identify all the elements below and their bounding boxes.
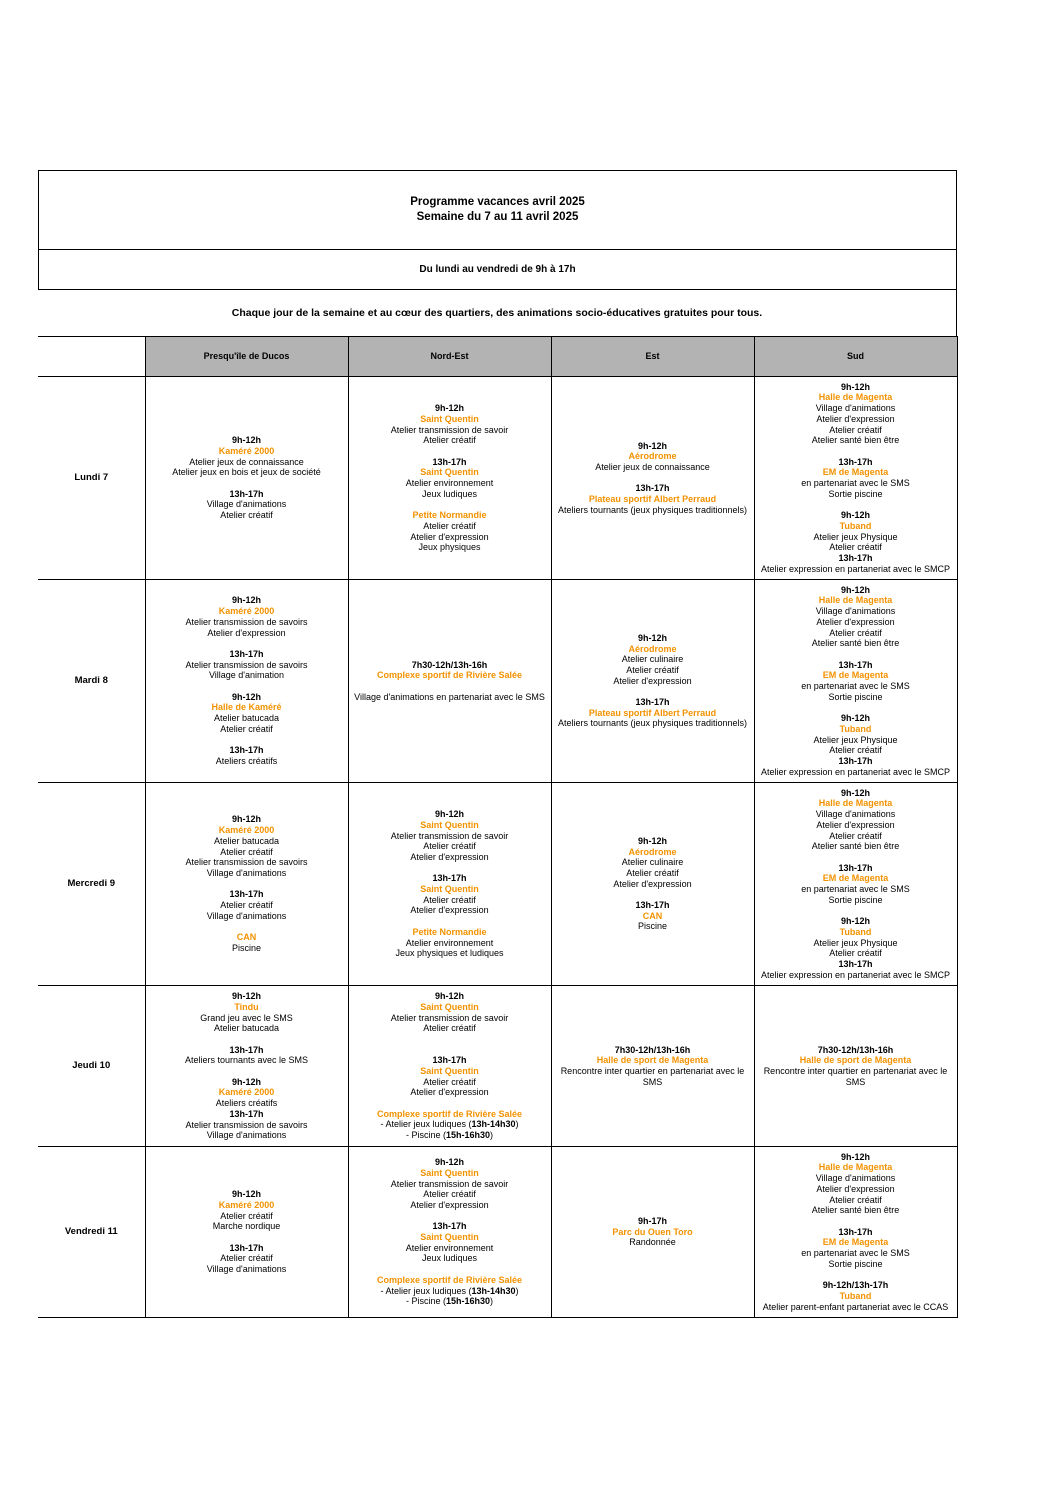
time-slot: 13h-17h xyxy=(635,483,670,494)
spacer xyxy=(758,1269,954,1280)
column-header: Presqu'île de Ducos xyxy=(145,337,348,377)
activity-text: Atelier environnement xyxy=(405,478,494,488)
column-header: Sud xyxy=(754,337,957,377)
spacer xyxy=(352,863,548,874)
location-name: Saint Quentin xyxy=(420,467,479,478)
time-slot: 13h-17h xyxy=(838,755,873,766)
activity-cell xyxy=(754,986,957,1147)
tagline-banner: Chaque jour de la semaine et au cœur des quartiers, des animations socio-éducatives gratuites pour tous. xyxy=(38,289,957,336)
activity-text: Atelier environnement xyxy=(405,937,494,948)
spacer xyxy=(149,921,345,932)
time-slot: 9h-12h xyxy=(434,809,464,820)
activity-cell xyxy=(348,377,551,580)
location-name: EM de Magenta xyxy=(822,670,889,681)
time-slot: 9h-12h xyxy=(840,713,870,724)
activity-text: Village d'animations xyxy=(206,867,287,878)
location-name: Plateau sportif Albert Perraud xyxy=(588,494,717,505)
activity-text: Atelier transmission de savoir xyxy=(390,830,509,841)
time-slot: 13h-17h xyxy=(432,1055,467,1066)
column-header: Nord-Est xyxy=(348,337,551,377)
location-name: Complexe sportif de Rivière Salée xyxy=(376,1274,523,1285)
activity-text: Atelier santé bien être xyxy=(811,435,900,446)
time-slot: 9h-12h xyxy=(434,403,464,414)
spacer xyxy=(149,1066,345,1077)
activity-text: Atelier créatif xyxy=(423,520,476,531)
activity-text: Atelier d'expression xyxy=(816,616,895,627)
spacer xyxy=(758,905,954,916)
location-name: Complexe sportif de Rivière Salée xyxy=(376,670,523,681)
time-slot: 7h30-12h/13h-16h xyxy=(411,659,488,670)
schedule-row xyxy=(38,783,957,986)
spacer xyxy=(149,638,345,649)
location-name: Halle de Magenta xyxy=(818,798,893,809)
location-name: Petite Normandie xyxy=(412,510,487,521)
schedule-row xyxy=(38,986,957,1147)
activity-text: Village d'animations xyxy=(206,1264,287,1275)
activity-text: - Atelier jeux ludiques (13h-14h30) xyxy=(380,1119,519,1130)
location-name: Halle de sport de Magenta xyxy=(799,1055,912,1066)
location-name: Saint Quentin xyxy=(420,413,479,424)
activity-text: Village d'animations xyxy=(815,403,896,414)
spacer xyxy=(555,889,751,900)
activity-cell xyxy=(348,986,551,1147)
activity-cell xyxy=(754,783,957,986)
time-slot: 13h-17h xyxy=(229,889,264,900)
spacer xyxy=(352,1211,548,1222)
day-label: Mardi 8 xyxy=(38,580,145,783)
activity-cell xyxy=(145,783,348,986)
time-slot: 13h-17h xyxy=(432,456,467,467)
time-slot: 13h-17h xyxy=(635,900,670,911)
location-name: Tuband xyxy=(839,926,872,937)
spacer xyxy=(352,499,548,510)
location-name: Halle de Magenta xyxy=(818,1162,893,1173)
time-slot: 13h-17h xyxy=(229,1242,264,1253)
location-name: Saint Quentin xyxy=(420,1167,479,1178)
activity-text: Marche nordique xyxy=(212,1221,281,1232)
activity-cell xyxy=(348,580,551,783)
location-name: Kaméré 2000 xyxy=(218,825,275,836)
time-slot: 9h-12h xyxy=(840,787,870,798)
activity-text: Atelier batucada xyxy=(213,713,280,724)
location-name: Kaméré 2000 xyxy=(218,1087,275,1098)
activity-text: Ateliers tournants avec le SMS xyxy=(184,1055,309,1066)
spacer xyxy=(149,478,345,489)
activity-text: Atelier transmission de savoir xyxy=(390,424,509,435)
location-name: Tuband xyxy=(839,723,872,734)
activity-text: Jeux ludiques xyxy=(421,488,478,499)
activity-cell xyxy=(145,580,348,783)
activity-text: Atelier créatif xyxy=(423,1189,476,1200)
spacer xyxy=(352,446,548,457)
activity-text: Atelier culinaire xyxy=(621,857,684,868)
location-name: EM de Magenta xyxy=(822,1237,889,1248)
activity-text: Atelier d'expression xyxy=(613,878,692,889)
location-name: Saint Quentin xyxy=(420,819,479,830)
spacer xyxy=(149,879,345,890)
time-slot: 9h-17h xyxy=(637,1215,667,1226)
time-slot: 9h-12h xyxy=(231,435,261,446)
activity-text: Atelier créatif xyxy=(220,1253,273,1264)
hours-banner: Du lundi au vendredi de 9h à 17h xyxy=(38,249,957,289)
spacer xyxy=(352,681,548,692)
time-slot: 13h-17h xyxy=(229,488,264,499)
activity-text: Atelier jeux Physique xyxy=(813,531,898,542)
time-slot: 13h-17h xyxy=(838,456,873,467)
spacer xyxy=(352,1045,548,1056)
spacer xyxy=(352,1098,548,1109)
time-slot: 9h-12h xyxy=(840,381,870,392)
schedule-table xyxy=(38,336,958,1318)
location-name: Halle de Magenta xyxy=(818,392,893,403)
activity-cell xyxy=(754,580,957,783)
activity-text: Atelier créatif xyxy=(829,627,882,638)
time-slot: 9h-12h xyxy=(840,584,870,595)
time-range: 15h-16h30 xyxy=(445,1296,491,1307)
activity-text: Atelier créatif xyxy=(220,900,273,911)
activity-text: en partenariat avec le SMS xyxy=(801,478,910,488)
activity-text: Atelier transmission de savoir xyxy=(390,1178,509,1189)
activity-text: Atelier expression en partaneriat avec le SMCP xyxy=(760,969,951,980)
activity-text: Atelier transmission de savoirs xyxy=(185,1119,308,1130)
time-slot: 9h-12h xyxy=(840,510,870,521)
schedule-body xyxy=(38,377,957,1318)
activity-text: Atelier transmission de savoir xyxy=(390,1012,509,1023)
activity-text: Atelier transmission de savoirs xyxy=(185,857,308,868)
activity-text: Atelier créatif xyxy=(829,830,882,841)
activity-text: en partenariat avec le SMS xyxy=(801,681,910,691)
schedule-row xyxy=(38,1147,957,1318)
activity-cell xyxy=(551,986,754,1147)
time-slot: 13h-17h xyxy=(432,1221,467,1232)
activity-text: Village d'animations xyxy=(206,1130,287,1141)
spacer xyxy=(758,702,954,713)
activity-text: Sortie piscine xyxy=(828,691,883,702)
activity-cell xyxy=(551,783,754,986)
location-name: Tindu xyxy=(234,1001,259,1012)
day-label: Vendredi 11 xyxy=(38,1147,145,1318)
spacer xyxy=(758,852,954,863)
activity-text: Atelier d'expression xyxy=(613,675,692,686)
activity-text: Atelier créatif xyxy=(220,1210,273,1221)
time-range: 13h-14h30 xyxy=(471,1285,516,1296)
location-name: Saint Quentin xyxy=(420,1065,479,1076)
activity-text: Atelier créatif xyxy=(829,1194,882,1205)
activity-cell xyxy=(551,1147,754,1318)
time-slot: 9h-12h xyxy=(840,916,870,927)
day-label: Lundi 7 xyxy=(38,377,145,580)
activity-text: Atelier jeux Physique xyxy=(813,734,898,745)
activity-cell xyxy=(145,986,348,1147)
time-slot: 9h-12h/13h-17h xyxy=(822,1280,889,1291)
time-slot: 9h-12h xyxy=(231,1189,261,1200)
activity-text: Atelier d'expression xyxy=(410,531,489,542)
spacer xyxy=(149,735,345,746)
activity-text: Ateliers créatifs xyxy=(215,755,278,766)
time-range: 15h-16h30 xyxy=(445,1130,491,1141)
activity-text: en partenariat avec le SMS xyxy=(801,1248,910,1259)
time-slot: 13h-17h xyxy=(838,659,873,670)
location-name: Tuband xyxy=(839,1290,872,1301)
activity-text: Rencontre inter quartier en partenariat avec le SMS xyxy=(763,1066,948,1087)
activity-cell xyxy=(145,1147,348,1318)
spacer xyxy=(149,1034,345,1045)
activity-text: Atelier créatif xyxy=(423,435,476,446)
activity-text: Atelier créatif xyxy=(829,424,882,435)
activity-text: Atelier environnement xyxy=(405,1242,494,1253)
time-slot: 13h-17h xyxy=(229,1108,264,1119)
activity-text: Ateliers tournants (jeux physiques traditionnels) xyxy=(557,504,748,515)
time-slot: 13h-17h xyxy=(838,1226,873,1237)
activity-text: Atelier santé bien être xyxy=(811,638,900,649)
location-name: Aérodrome xyxy=(628,846,677,857)
activity-text: Atelier créatif xyxy=(829,542,882,553)
location-name: Aérodrome xyxy=(628,643,677,654)
day-label: Mercredi 9 xyxy=(38,783,145,986)
time-slot: 9h-12h xyxy=(434,1157,464,1168)
time-range: 13h-14h30 xyxy=(471,1119,516,1130)
activity-cell xyxy=(754,377,957,580)
time-slot: 9h-12h xyxy=(637,440,667,451)
title-line-2: Semaine du 7 au 11 avril 2025 xyxy=(416,211,579,223)
activity-text: Atelier créatif xyxy=(220,846,273,857)
activity-text: Piscine xyxy=(231,942,261,953)
location-name: Saint Quentin xyxy=(420,1232,479,1242)
activity-text: Rencontre inter quartier en partenariat avec le SMS xyxy=(560,1066,745,1087)
location-name: Complexe sportif de Rivière Salée xyxy=(376,1108,523,1119)
activity-text: Atelier créatif xyxy=(423,1076,476,1087)
activity-text: Atelier créatif xyxy=(829,948,882,959)
activity-text: Atelier créatif xyxy=(220,510,273,521)
activity-cell xyxy=(551,377,754,580)
spacer xyxy=(555,473,751,484)
activity-text: Village d'animations xyxy=(206,910,287,921)
time-slot: 13h-17h xyxy=(229,745,264,756)
activity-text: Sortie piscine xyxy=(828,488,883,499)
location-name: Kaméré 2000 xyxy=(218,1199,275,1210)
activity-text: Atelier d'expression xyxy=(816,1183,895,1194)
activity-text: Jeux physiques et ludiques xyxy=(395,948,504,959)
time-slot: 13h-17h xyxy=(838,552,873,563)
activity-text: Atelier jeux Physique xyxy=(813,937,898,948)
activity-text: Village d'animations xyxy=(815,809,896,820)
activity-text: Ateliers tournants (jeux physiques traditionnels) xyxy=(557,718,748,729)
location-name: Aérodrome xyxy=(628,451,677,462)
activity-text: Atelier expression en partaneriat avec le SMCP xyxy=(760,766,951,777)
time-slot: 9h-12h xyxy=(231,814,261,825)
activity-text: Atelier batucada xyxy=(213,1023,280,1034)
location-name: Kaméré 2000 xyxy=(218,606,275,617)
location-name: Saint Quentin xyxy=(420,1001,479,1012)
activity-cell xyxy=(348,1147,551,1318)
time-slot: 9h-12h xyxy=(231,691,261,702)
activity-text: Piscine xyxy=(637,921,667,932)
location-name: Plateau sportif Albert Perraud xyxy=(588,707,717,718)
activity-text: Atelier d'expression xyxy=(410,905,489,916)
activity-cell xyxy=(754,1147,957,1318)
time-slot: 9h-12h xyxy=(637,835,667,846)
activity-text: Jeux physiques xyxy=(418,542,481,553)
activity-text: Atelier jeux en bois et jeux de société xyxy=(172,467,321,478)
spacer xyxy=(352,1034,548,1045)
activity-text: Atelier créatif xyxy=(423,894,476,905)
spacer xyxy=(758,649,954,660)
activity-text: Atelier créatif xyxy=(423,841,476,852)
activity-text: Village d'animations xyxy=(815,1173,896,1184)
location-name: Halle de sport de Magenta xyxy=(596,1055,709,1066)
location-name: Petite Normandie xyxy=(412,926,487,937)
spacer xyxy=(555,686,751,697)
spacer xyxy=(758,499,954,510)
schedule-row xyxy=(38,580,957,783)
activity-text: - Atelier jeux ludiques (13h-14h30) xyxy=(380,1285,519,1296)
activity-text: Atelier culinaire xyxy=(621,654,684,665)
time-slot: 9h-12h xyxy=(231,991,261,1002)
time-slot: 13h-17h xyxy=(229,1044,264,1055)
activity-text: Atelier expression en partaneriat avec le SMCP xyxy=(760,563,951,574)
schedule-row xyxy=(38,377,957,580)
activity-text: Village d'animations xyxy=(206,499,287,510)
activity-text: Atelier transmission de savoirs xyxy=(185,659,308,670)
spacer xyxy=(352,916,548,927)
time-slot: 9h-12h xyxy=(637,632,667,643)
activity-text: - Piscine (15h-16h30) xyxy=(405,1130,494,1141)
column-header-row xyxy=(38,337,957,377)
activity-text: Ateliers créatifs xyxy=(215,1098,278,1109)
location-name: Saint Quentin xyxy=(420,884,479,894)
time-slot: 9h-12h xyxy=(434,991,464,1002)
schedule-document xyxy=(38,170,957,1318)
spacer xyxy=(149,681,345,692)
time-slot: 13h-17h xyxy=(838,862,873,873)
spacer xyxy=(758,1216,954,1227)
corner-cell xyxy=(38,337,145,377)
activity-cell xyxy=(348,783,551,986)
activity-text: Atelier santé bien être xyxy=(811,841,900,852)
location-name: Parc du Ouen Toro xyxy=(612,1226,693,1237)
title-block xyxy=(38,170,957,249)
day-label: Jeudi 10 xyxy=(38,986,145,1147)
location-name: CAN xyxy=(642,910,663,921)
activity-text: Village d'animations en partenariat avec le SMS xyxy=(354,691,545,702)
time-slot: 13h-17h xyxy=(635,697,670,708)
activity-text: Village d'animation xyxy=(208,670,285,681)
time-slot: 9h-12h xyxy=(231,1076,261,1087)
spacer xyxy=(758,446,954,457)
activity-text: Sortie piscine xyxy=(828,894,883,905)
activity-text: Atelier jeux de connaissance xyxy=(595,461,710,472)
activity-text: en partenariat avec le SMS xyxy=(801,884,910,894)
location-name: Halle de Magenta xyxy=(818,595,893,606)
activity-text: Sortie piscine xyxy=(828,1258,883,1269)
activity-text: Jeux ludiques xyxy=(421,1253,478,1264)
time-slot: 7h30-12h/13h-16h xyxy=(614,1044,691,1055)
activity-text: Atelier d'expression xyxy=(410,1199,489,1210)
activity-text: Randonnée xyxy=(629,1237,676,1248)
location-name: Tuband xyxy=(839,520,872,531)
activity-text: Atelier d'expression xyxy=(816,413,895,424)
activity-text: - Piscine (15h-16h30) xyxy=(405,1296,494,1307)
activity-cell xyxy=(551,580,754,783)
activity-text: Atelier santé bien être xyxy=(811,1205,900,1216)
time-slot: 13h-17h xyxy=(838,958,873,969)
location-name: Halle de Kaméré xyxy=(211,702,282,713)
location-name: Kaméré 2000 xyxy=(218,445,275,456)
activity-text: Atelier créatif xyxy=(626,867,679,878)
activity-text: Atelier batucada xyxy=(213,835,280,846)
time-slot: 13h-17h xyxy=(229,648,264,659)
title-line-1: Programme vacances avril 2025 xyxy=(410,196,585,208)
activity-text: Atelier d'expression xyxy=(410,1087,489,1098)
time-slot: 13h-17h xyxy=(432,873,467,884)
time-slot: 7h30-12h/13h-16h xyxy=(817,1044,894,1055)
activity-text: Atelier créatif xyxy=(423,1023,476,1034)
activity-text: Atelier créatif xyxy=(829,745,882,756)
spacer xyxy=(352,1264,548,1275)
location-name: EM de Magenta xyxy=(822,467,889,478)
activity-text: Atelier parent-enfant partaneriat avec le CCAS xyxy=(762,1301,949,1312)
column-header: Est xyxy=(551,337,754,377)
time-slot: 9h-12h xyxy=(231,595,261,606)
activity-text: Atelier d'expression xyxy=(207,627,286,638)
activity-text: Atelier transmission de savoirs xyxy=(185,616,308,627)
location-name: EM de Magenta xyxy=(822,873,889,884)
time-slot: 9h-12h xyxy=(840,1151,870,1162)
activity-text: Atelier créatif xyxy=(220,723,273,734)
activity-text: Atelier d'expression xyxy=(410,851,489,862)
spacer xyxy=(149,1232,345,1243)
activity-text: Atelier créatif xyxy=(626,664,679,675)
activity-text: Village d'animations xyxy=(815,606,896,617)
activity-text: Atelier d'expression xyxy=(816,819,895,830)
activity-cell xyxy=(145,377,348,580)
activity-text: Atelier jeux de connaissance xyxy=(189,456,304,467)
activity-text: Grand jeu avec le SMS xyxy=(200,1012,293,1023)
location-name: CAN xyxy=(236,932,257,943)
